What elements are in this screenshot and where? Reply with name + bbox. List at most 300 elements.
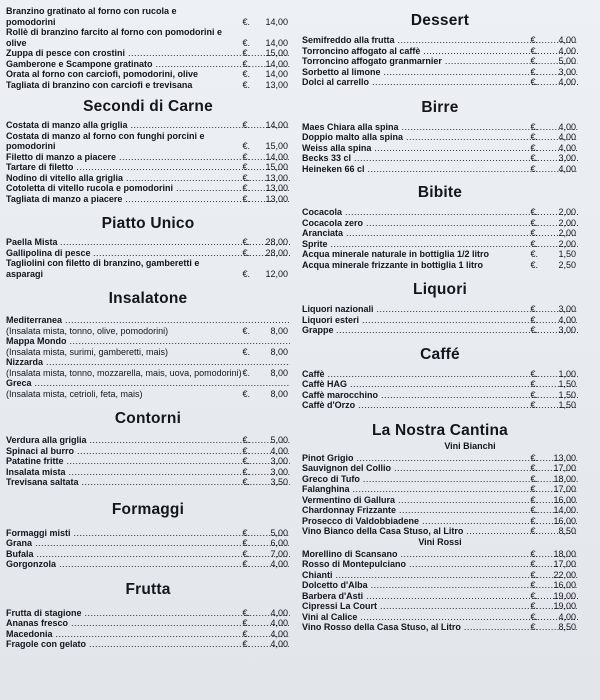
currency-label: €. [242, 120, 250, 130]
menu-item [302, 453, 578, 464]
item-name: Costata di manzo alla griglia ..... [6, 120, 290, 131]
item-name: Liquori nazionali ..... [302, 304, 578, 315]
currency-label: €. [530, 45, 538, 56]
pesce-section [6, 6, 290, 90]
item-price: 16,00 [553, 515, 576, 526]
item-name: Falanghina ..... [302, 484, 578, 495]
item-name: Weiss alla spina ..... [302, 143, 578, 154]
currency-label: €. [530, 259, 538, 270]
menu-item [302, 304, 578, 315]
menu-item [302, 122, 578, 133]
item-price: 13,00 [265, 193, 288, 204]
currency-label: €. [530, 163, 538, 174]
menu-item [6, 237, 290, 248]
item-price: 14,00 [265, 69, 288, 79]
currency-label: €. [242, 477, 250, 487]
menu-item [6, 152, 290, 163]
currency-label: €. [242, 559, 250, 569]
bibite-heading: Bibite [417, 184, 463, 201]
item-note [334, 325, 337, 335]
currency-label: €. [530, 622, 538, 632]
menu-item [302, 526, 578, 537]
item-price: 4,00 [558, 77, 576, 87]
currency-label: €. [242, 183, 250, 193]
menu-item [6, 639, 290, 650]
currency-label: €. [530, 463, 538, 473]
item-price: 3,00 [270, 456, 288, 466]
item-price: 1,50 [558, 379, 576, 389]
item-name: Torroncino affogato al caffè ..... [302, 46, 578, 57]
menu-item [6, 456, 290, 467]
item-description: (Insalata mista, tonno, mozzarella, mais, uova, pomodorini) [6, 367, 242, 378]
menu-item [302, 463, 578, 474]
currency-label: €. [242, 268, 250, 279]
item-name: Dolcetto d'Alba ..... [302, 580, 578, 591]
item-price: 16,00 [553, 494, 576, 505]
currency-label: €. [242, 151, 250, 162]
insalatone-section [6, 315, 290, 399]
currency-label: €. [530, 314, 538, 325]
item-name: Greco di Tufo ..... [302, 474, 578, 485]
currency-label: €. [242, 172, 250, 183]
item-price: 4,00 [558, 142, 576, 153]
menu-item [6, 357, 290, 378]
item-price: 14,00 [265, 16, 288, 27]
vini-bianchi-section [302, 453, 578, 537]
menu-item [302, 218, 578, 229]
menu-item [6, 315, 290, 336]
item-name: Sauvignon del Collio ..... [302, 463, 578, 474]
item-price: 12,00 [265, 268, 288, 279]
item-name: Tagliata di branzino con carciofi e trevisana [6, 79, 193, 90]
item-name: Morellino di Scansano ..... [302, 549, 578, 560]
menu-item [302, 369, 578, 380]
item-name: Rollè di branzino farcito al forno con pomodorini e olive [6, 27, 223, 48]
item-name: Heineken 66 cl ..... [302, 164, 578, 175]
menu-item [302, 390, 578, 401]
menu-item [302, 46, 578, 57]
item-name: Chianti ..... [302, 570, 578, 581]
menu-item [302, 228, 578, 239]
item-price: 2,00 [558, 228, 576, 238]
item-price: 5,00 [270, 435, 288, 445]
menu-item [6, 528, 290, 539]
menu-item [6, 248, 290, 259]
currency-label: €. [242, 367, 250, 378]
liquori-heading: Liquori [413, 281, 467, 298]
vini-bianchi-label: Vini Bianchi [444, 440, 496, 451]
currency-label: €. [530, 526, 538, 536]
menu-item [6, 549, 290, 560]
item-name: Doppio malto alla spina ..... [302, 132, 578, 143]
menu-item [6, 559, 290, 570]
currency-label: €. [242, 247, 250, 258]
menu-item [302, 400, 578, 411]
item-price: 14,00 [553, 505, 576, 515]
menu-item [6, 538, 290, 549]
menu-item [302, 612, 578, 623]
item-price: 8,00 [270, 346, 288, 357]
item-name: Sorbetto al limone ..... [302, 67, 578, 78]
item-name: Cipressi La Court ..... [302, 601, 578, 612]
item-name: Nodino di vitello alla griglia ..... [6, 173, 290, 184]
menu-item [302, 35, 578, 46]
liquori-section [302, 304, 578, 336]
menu-item [302, 622, 578, 633]
menu-item [302, 77, 578, 88]
formaggi-heading: Formaggi [111, 500, 185, 518]
item-description: (Insalata mista, cetrioli, feta, mais) [6, 388, 143, 399]
menu-item [6, 131, 290, 152]
menu-item [302, 132, 578, 143]
item-price: 28,00 [265, 247, 288, 258]
item-price: 2,00 [558, 217, 576, 228]
item-name: Zuppa di pesce con crostini ..... [6, 48, 290, 59]
item-name: Torroncino affogato granmarnier ..... [302, 56, 578, 67]
currency-label: €. [242, 325, 250, 336]
currency-label: €. [242, 435, 250, 445]
item-price: 3,50 [270, 477, 288, 487]
currency-label: €. [242, 527, 250, 538]
menu-item [302, 549, 578, 560]
bibite-section [302, 207, 578, 270]
currency-label: €. [530, 66, 538, 77]
item-note [91, 248, 94, 258]
secondi-section [6, 120, 290, 204]
item-price: 22,00 [553, 569, 576, 580]
currency-label: €. [530, 569, 538, 580]
currency-label: €. [242, 445, 250, 456]
item-name: Orata al forno con carciofi, pomodorini, olive [6, 69, 199, 79]
item-name: Gallipolina di pesce ..... [6, 248, 290, 259]
item-price: 8,00 [270, 388, 288, 399]
currency-label: €. [242, 607, 250, 618]
currency-label: €. [530, 238, 538, 249]
item-price: 18,00 [553, 548, 576, 559]
currency-label: €. [530, 228, 538, 238]
currency-label: €. [530, 505, 538, 515]
item-price: 19,00 [553, 601, 576, 611]
currency-label: €. [530, 484, 538, 494]
item-price: 2,50 [558, 259, 576, 270]
item-price: 13,00 [553, 452, 576, 463]
item-price: 4,00 [270, 607, 288, 618]
item-name: Cocacola zero ..... [302, 218, 578, 229]
currency-label: €. [242, 58, 250, 69]
item-price: 28,00 [265, 237, 288, 247]
item-name: Caffè ..... [302, 369, 578, 380]
currency-label: €. [242, 628, 250, 639]
item-price: 16,00 [553, 580, 576, 590]
currency-label: €. [242, 193, 250, 204]
currency-label: €. [530, 611, 538, 622]
item-name: Grana ..... [6, 538, 290, 549]
piatto-unico-section [6, 237, 290, 279]
contorni-section [6, 435, 290, 488]
item-name: Caffè d'Orzo ..... [302, 400, 578, 411]
item-price: 14,00 [265, 151, 288, 162]
currency-label: €. [530, 142, 538, 153]
currency-label: €. [530, 379, 538, 389]
currency-label: €. [242, 69, 250, 79]
item-name: Mediterranea ..... [6, 315, 290, 326]
item-name: Paella Mista ..... [6, 237, 290, 248]
item-price: 5,00 [558, 56, 576, 66]
left-column [6, 0, 290, 650]
menu-item [302, 164, 578, 175]
item-name: Vino Rosso della Casa Stuso, al Litro ..... [302, 622, 578, 633]
birre-section [302, 122, 578, 175]
item-name: Gorgonzola ..... [6, 559, 290, 570]
item-name: Formaggi misti ..... [6, 528, 290, 539]
menu-item [6, 629, 290, 640]
item-name: Vini al Calice ..... [302, 612, 578, 623]
currency-label: €. [242, 141, 250, 151]
item-name: Spinaci al burro ..... [6, 446, 290, 457]
currency-label: €. [530, 580, 538, 590]
menu-item [6, 608, 290, 619]
item-price: 4,00 [558, 35, 576, 45]
item-price: 3,00 [558, 304, 576, 314]
menu-item [6, 6, 290, 27]
menu-item [302, 260, 578, 271]
item-name: Costata di manzo al forno con funghi porcini e pomodorini [6, 130, 205, 151]
item-price: 13,00 [265, 79, 288, 90]
currency-label: €. [530, 207, 538, 217]
item-name: Dolci al carrello ..... [302, 77, 578, 88]
item-name: Prosecco di Valdobbiadene ..... [302, 516, 578, 527]
currency-label: €. [530, 400, 538, 410]
item-name: Filetto di manzo a piacere ..... [6, 152, 290, 163]
menu-item [6, 59, 290, 70]
menu-item [302, 325, 578, 336]
item-price: 1,50 [558, 249, 576, 259]
piatto-unico-heading: Piatto Unico [101, 215, 195, 232]
item-name: Tagliata di manzo a piacere ..... [6, 194, 290, 205]
cantina-heading: La Nostra Cantina [371, 421, 509, 439]
contorni-heading: Contorni [114, 410, 182, 427]
item-name: Branzino gratinato al forno con rucola e pomodorini [6, 6, 177, 27]
item-price: 8,00 [270, 325, 288, 336]
item-price: 17,00 [553, 463, 576, 473]
currency-label: €. [242, 538, 250, 548]
item-price: 4,00 [270, 559, 288, 569]
menu-item [302, 484, 578, 495]
item-name: Gamberone e Scampone gratinato ..... [6, 59, 290, 70]
currency-label: €. [530, 601, 538, 611]
menu-item [6, 618, 290, 629]
item-price: 15,00 [265, 141, 288, 151]
item-name: Patatine fritte ..... [6, 456, 290, 467]
currency-label: €. [242, 162, 250, 172]
item-price: 5,00 [270, 527, 288, 538]
item-name: Fragole con gelato ..... [6, 639, 290, 650]
birre-heading: Birre [421, 98, 459, 116]
item-price: 4,00 [270, 628, 288, 639]
item-name: Pinot Grigio ..... [302, 453, 578, 464]
currency-label: €. [530, 56, 538, 66]
menu-item [302, 315, 578, 326]
frutta-heading: Frutta [125, 580, 171, 598]
item-price: 15,00 [265, 48, 288, 58]
item-name: Acqua minerale naturale in bottiglia 1/2 litro [302, 249, 490, 259]
menu-item [6, 120, 290, 131]
frutta-section [6, 608, 290, 650]
currency-label: €. [530, 121, 538, 132]
currency-label: €. [242, 548, 250, 559]
currency-label: €. [530, 548, 538, 559]
menu-item [302, 239, 578, 250]
item-price: 4,00 [270, 639, 288, 649]
item-price: 13,00 [265, 172, 288, 183]
item-name: Ananas fresco ..... [6, 618, 290, 629]
item-price: 4,00 [270, 445, 288, 456]
formaggi-section [6, 528, 290, 570]
menu-item [302, 570, 578, 581]
item-price: 2,00 [558, 238, 576, 249]
currency-label: €. [530, 389, 538, 400]
currency-label: €. [530, 368, 538, 379]
item-price: 1,50 [558, 400, 576, 410]
item-name: Mappa Mondo ..... [6, 336, 290, 347]
menu-item [302, 601, 578, 612]
item-price: 3,00 [558, 325, 576, 335]
insalatone-heading: Insalatone [108, 290, 188, 307]
dessert-heading: Dessert [410, 12, 470, 29]
menu-item [302, 580, 578, 591]
menu-item [6, 194, 290, 205]
menu-item [6, 27, 290, 48]
item-price: 1,00 [558, 368, 576, 379]
dessert-section [302, 35, 578, 88]
item-name: Acqua minerale frizzante in bottiglia 1 litro [302, 259, 484, 270]
menu-item [6, 378, 290, 399]
item-description: (Insalata mista, tonno, olive, pomodorini) [6, 325, 169, 336]
menu-item [6, 477, 290, 488]
item-name: Grappe ..... [302, 325, 578, 336]
item-price: 4,00 [558, 132, 576, 142]
item-price: 14,00 [265, 37, 288, 48]
currency-label: €. [242, 618, 250, 628]
item-price: 1,50 [558, 389, 576, 400]
item-name: Semifreddo alla frutta ..... [302, 35, 578, 46]
currency-label: €. [242, 37, 250, 48]
item-price: 4,00 [558, 163, 576, 174]
item-price: 4,00 [558, 45, 576, 56]
currency-label: €. [242, 466, 250, 477]
currency-label: €. [242, 456, 250, 466]
currency-label: €. [530, 153, 538, 163]
item-price: 4,00 [558, 121, 576, 132]
item-name: Nizzarda ..... [6, 357, 290, 368]
menu-item [302, 505, 578, 516]
item-name: Becks 33 cl ..... [302, 153, 578, 164]
currency-label: €. [242, 79, 250, 90]
item-price: 3,00 [270, 466, 288, 477]
item-price: 3,00 [558, 66, 576, 77]
currency-label: €. [242, 16, 250, 27]
menu-item [302, 591, 578, 602]
item-name: Aranciata ..... [302, 228, 578, 239]
item-name: Rosso di Montepulciano ..... [302, 559, 578, 570]
item-price: 8,50 [558, 622, 576, 632]
item-name: Maes Chiara alla spina ..... [302, 122, 578, 133]
item-price: 17,00 [553, 559, 576, 569]
menu-item [302, 559, 578, 570]
item-price: 4,00 [558, 611, 576, 622]
currency-label: €. [530, 325, 538, 335]
item-price: 18,00 [553, 473, 576, 484]
item-price: 2,00 [558, 207, 576, 217]
menu-item [6, 258, 290, 279]
item-price: 3,00 [558, 153, 576, 163]
item-name: Barbera d'Asti ..... [302, 591, 578, 602]
item-price: 15,00 [265, 162, 288, 172]
currency-label: €. [530, 494, 538, 505]
currency-label: €. [530, 35, 538, 45]
menu-item [302, 56, 578, 67]
item-price: 7,00 [270, 548, 288, 559]
item-name: Verdura alla griglia ..... [6, 435, 290, 446]
currency-label: €. [530, 132, 538, 142]
menu-item [302, 207, 578, 218]
currency-label: €. [530, 217, 538, 228]
caffe-section [302, 369, 578, 411]
vini-rossi-section [302, 549, 578, 633]
currency-label: €. [530, 304, 538, 314]
item-name: Caffè marocchino ..... [302, 390, 578, 401]
secondi-heading: Secondi di Carne [83, 98, 213, 115]
menu-item [302, 516, 578, 527]
item-description: (Insalata mista, surimi, gamberetti, mais) [6, 346, 169, 357]
menu-item [6, 80, 290, 91]
item-name: Tartare di filetto ..... [6, 162, 290, 173]
item-name: Chardonnay Frizzante ..... [302, 505, 578, 516]
menu-item [6, 173, 290, 184]
item-price: 19,00 [553, 590, 576, 601]
menu-item [6, 336, 290, 357]
menu-item [6, 435, 290, 446]
currency-label: €. [242, 388, 250, 399]
currency-label: €. [530, 249, 538, 259]
menu-item [302, 249, 578, 260]
item-price: 6,00 [270, 538, 288, 548]
menu-item [6, 162, 290, 173]
item-price: 8,50 [558, 526, 576, 536]
right-column [302, 0, 578, 633]
item-price: 17,00 [553, 484, 576, 494]
menu-item [302, 143, 578, 154]
currency-label: €. [242, 237, 250, 247]
item-price: 4,00 [558, 314, 576, 325]
menu-item [302, 474, 578, 485]
menu-item [302, 67, 578, 78]
currency-label: €. [242, 346, 250, 357]
item-name: Vermentino di Gallura ..... [302, 495, 578, 506]
item-price: 14,00 [265, 120, 288, 130]
menu-item [302, 379, 578, 390]
item-name: Frutta di stagione ..... [6, 608, 290, 619]
item-note [58, 237, 61, 247]
menu-item [302, 153, 578, 164]
currency-label: €. [530, 452, 538, 463]
currency-label: €. [530, 515, 538, 526]
menu-item [302, 495, 578, 506]
item-price: 13,00 [265, 183, 288, 193]
caffe-heading: Caffé [420, 345, 460, 363]
item-name: Cocacola ..... [302, 207, 578, 218]
item-name: Trevisana saltata ..... [6, 477, 290, 488]
